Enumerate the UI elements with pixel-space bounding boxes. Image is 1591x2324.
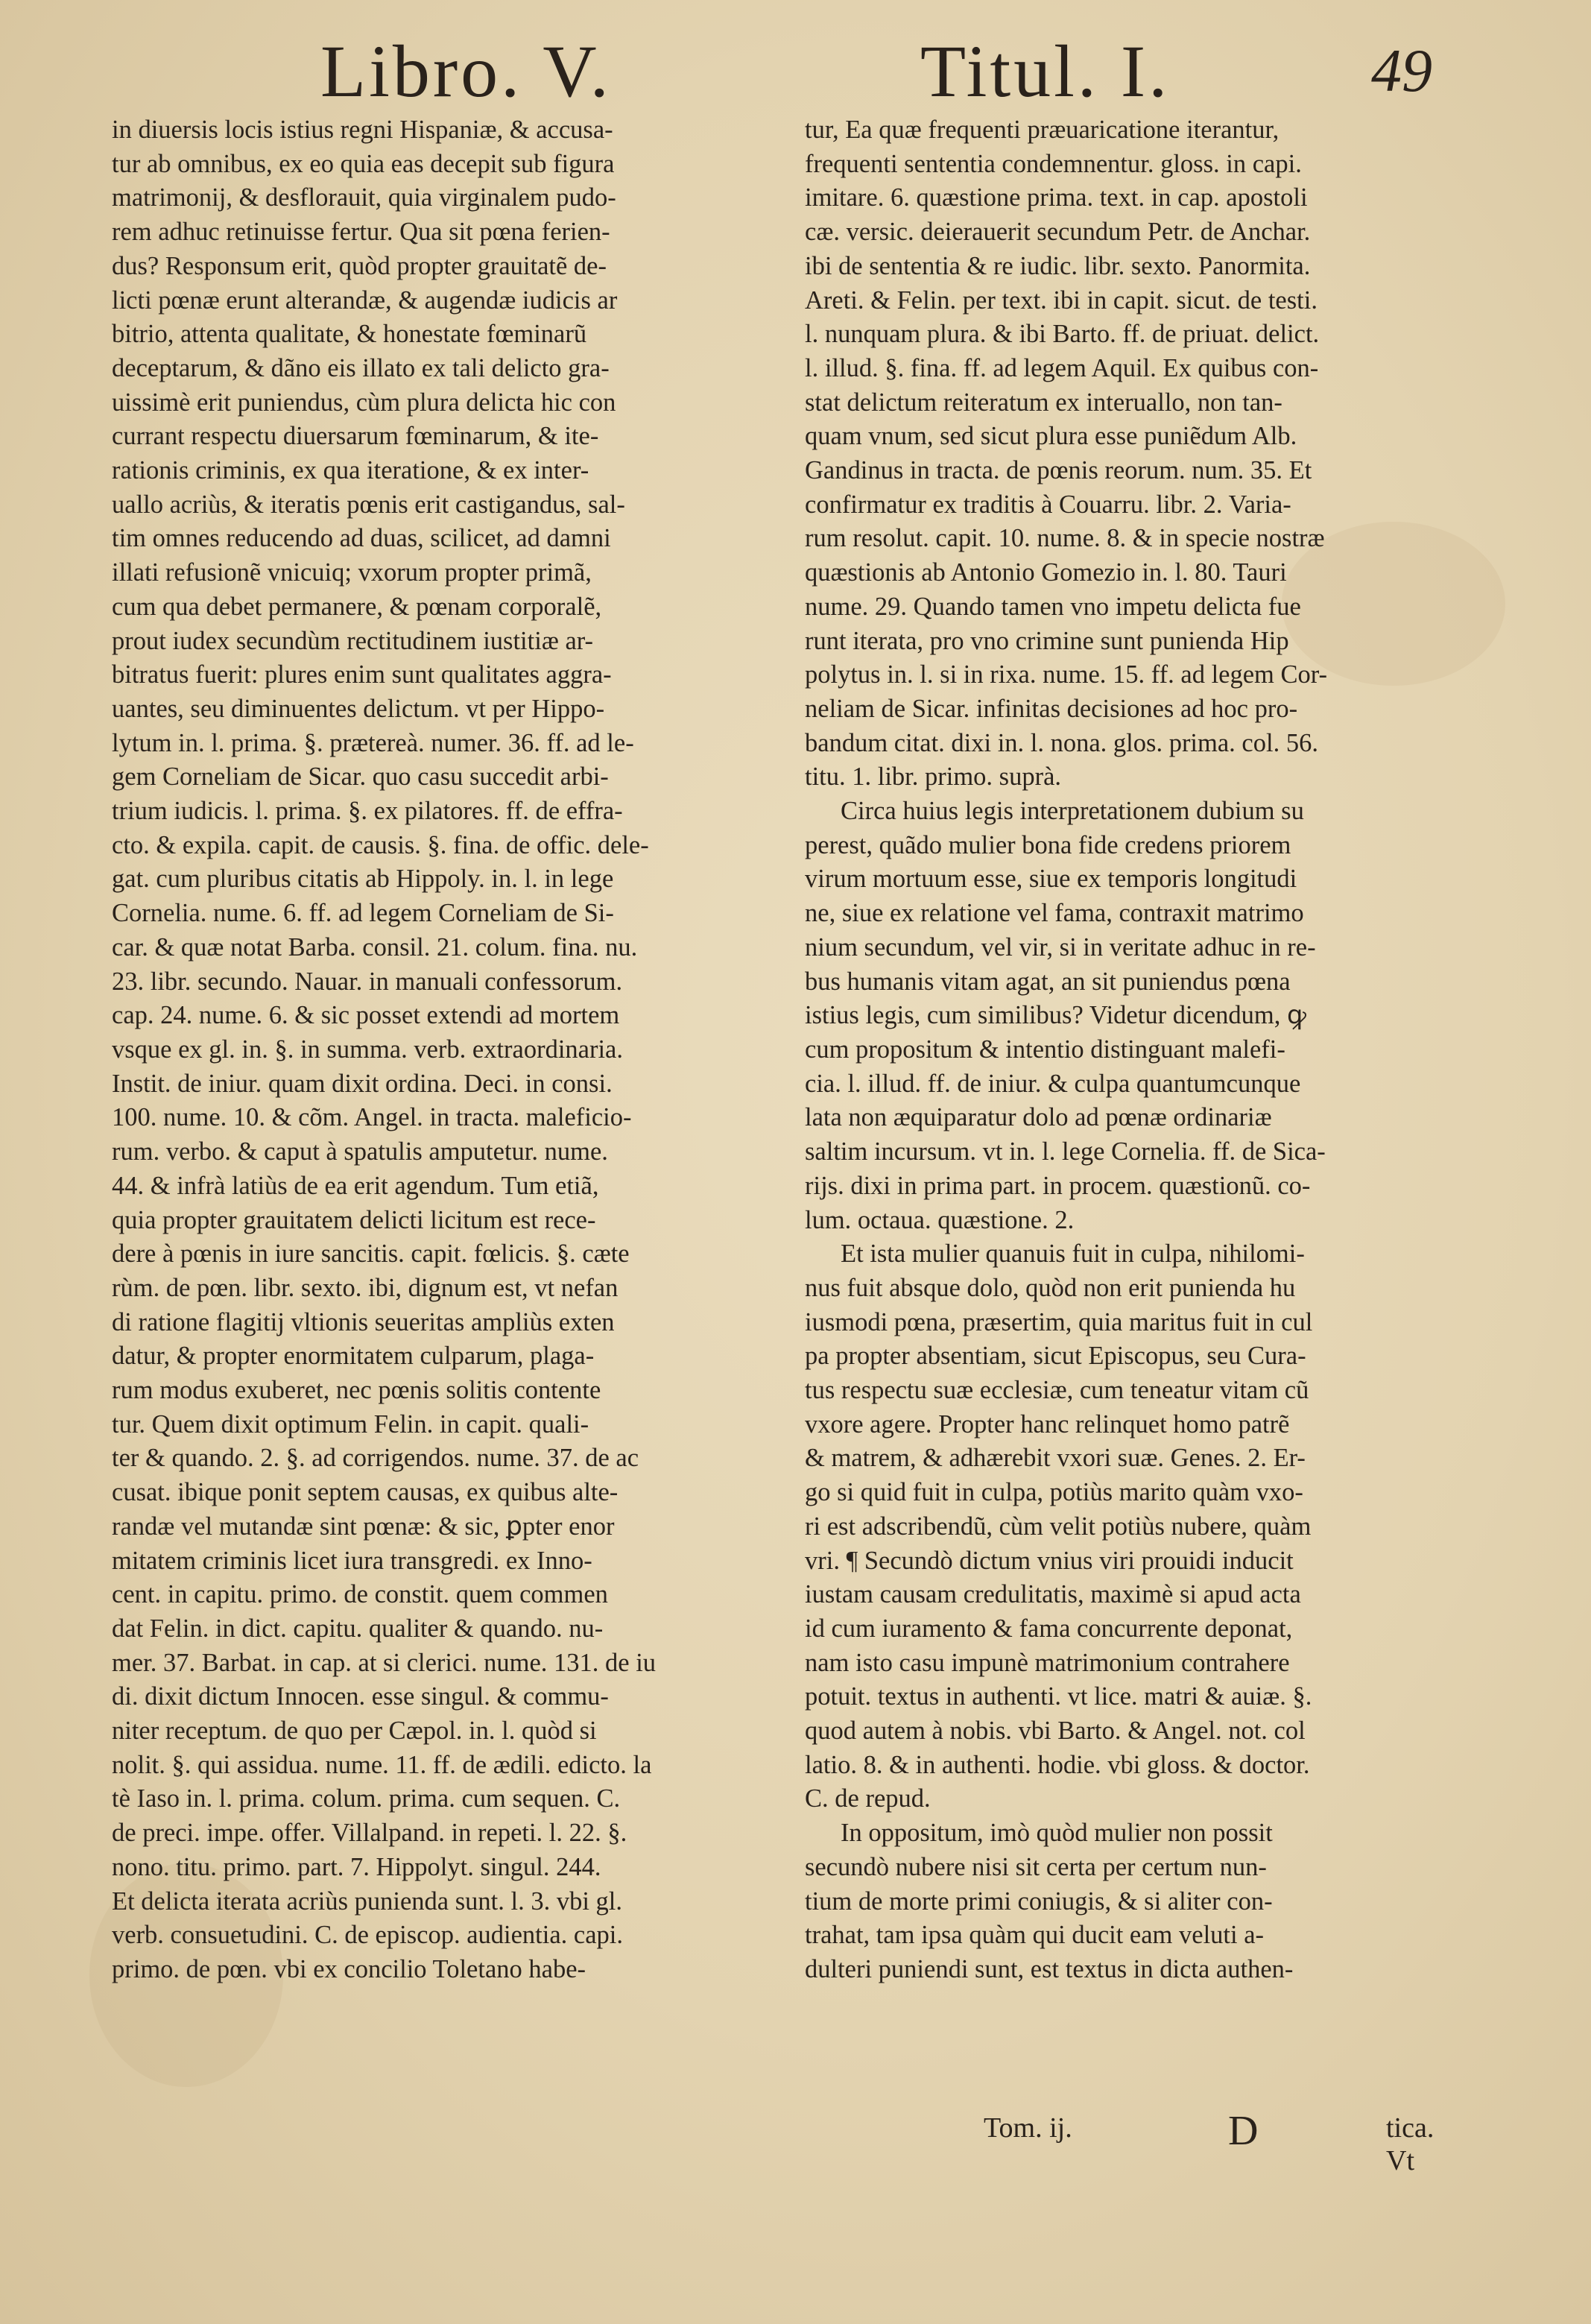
text-line: l. nunquam plura. & ibi Barto. ff. de priuat. delict.	[805, 320, 1320, 349]
text-line: rum resolut. capit. 10. nume. 8. & in specie nostræ	[805, 524, 1325, 553]
text-line: matrimonij, & desflorauit, quia virginalem pudo-	[112, 183, 616, 212]
text-line: l. illud. §. fina. ff. ad legem Aquil. Ex quibus con-	[805, 353, 1319, 382]
volume-mark: Tom. ij.	[984, 2112, 1072, 2144]
text-line: tur ab omnibus, ex eo quia eas decepit sub figura	[112, 149, 615, 178]
text-line: & matrem, & adhærebit vxori suæ. Genes. 2. Er-	[805, 1444, 1306, 1473]
text-line: car. & quæ notat Barba. consil. 21. colum. fina. nu.	[112, 932, 638, 962]
text-line: C. de repud.	[805, 1784, 931, 1813]
text-line: datur, & propter enormitatem culparum, plaga-	[112, 1342, 595, 1371]
text-line: randæ vel mutandæ sint pœnæ: & sic, ꝑpter enor	[112, 1512, 615, 1541]
text-line: 100. nume. 10. & cõm. Angel. in tracta. maleficio-	[112, 1103, 632, 1132]
text-line: tim omnes reducendo ad duas, scilicet, ad damni	[112, 524, 611, 553]
text-line: vxore agere. Propter hanc relinquet homo patrẽ	[805, 1409, 1290, 1439]
text-line: tur, Ea quæ frequenti præuaricatione iterantur,	[805, 116, 1280, 144]
text-line: Et ista mulier quanuis fuit in culpa, nihilomi-	[841, 1240, 1305, 1269]
text-line: Et delicta iterata acriùs punienda sunt. l. 3. vbi gl.	[112, 1886, 623, 1916]
text-line: tè Iaso in. l. prima. colum. prima. cum sequen. C.	[112, 1784, 621, 1813]
text-line: ibi de sententia & re iudic. libr. sexto. Panormita.	[805, 251, 1311, 280]
text-line: iustam causam credulitatis, maximè si apud acta	[805, 1580, 1301, 1609]
text-line: dere à pœnis in iure sancitis. capit. fœlicis. §. cæte	[112, 1240, 630, 1269]
text-line: nium secundum, vel vir, si in veritate adhuc in re-	[805, 932, 1316, 962]
text-line: 23. libr. secundo. Nauar. in manuali confessorum.	[112, 967, 623, 996]
text-line: trahat, tam ipsa quàm qui ducit eam veluti a-	[805, 1921, 1265, 1950]
text-line: di ratione flagitij vltionis seueritas ampliùs exten	[112, 1307, 615, 1336]
text-line: de preci. impe. offer. Villalpand. in repeti. l. 22. §.	[112, 1819, 627, 1848]
text-line: cæ. versic. deierauerit secundum Petr. de Anchar.	[805, 218, 1311, 247]
text-line: niter receptum. de quo per Cæpol. in. l. quòd si	[112, 1717, 597, 1746]
text-line: rum. verbo. & caput à spatulis amputetur. nume.	[112, 1137, 608, 1166]
text-line: trium iudicis. l. prima. §. ex pilatores. ff. de effra-	[112, 797, 623, 826]
text-line: istius legis, cum similibus? Videtur dicendum, ꝙ	[805, 1001, 1306, 1030]
text-line: neliam de Sicar. infinitas decisiones ad hoc pro-	[805, 694, 1298, 723]
text-line: dus? Responsum erit, quòd propter grauitatẽ de-	[112, 251, 607, 280]
right-text-column	[805, 113, 1468, 1987]
text-line: bitratus fuerit: plures enim sunt qualitates aggra-	[112, 660, 612, 689]
text-line: go si quid fuit in culpa, potiùs marito quàm vxo-	[805, 1478, 1303, 1507]
text-line: dulteri puniendi sunt, est textus in dicta authen-	[805, 1954, 1294, 1983]
text-line: lata non æquiparatur dolo ad pœnæ ordinariæ	[805, 1103, 1272, 1132]
text-line: cap. 24. nume. 6. & sic posset extendi ad mortem	[112, 1001, 620, 1030]
running-head-book: Libro. V.	[320, 30, 612, 113]
text-line: nono. titu. primo. part. 7. Hippolyt. singul. 244.	[112, 1852, 601, 1881]
text-line: nus fuit absque dolo, quòd non erit punienda hu	[805, 1273, 1296, 1302]
text-line: bus humanis vitam agat, an sit puniendus pœna	[805, 967, 1291, 996]
text-line: virum mortuum esse, siue ex temporis longitudi	[805, 865, 1297, 894]
text-line: Circa huius legis interpretationem dubium su	[841, 797, 1304, 826]
text-line: quod autem à nobis. vbi Barto. & Angel. not. col	[805, 1717, 1306, 1746]
text-line: Instit. de iniur. quam dixit ordina. Deci. in consi.	[112, 1069, 613, 1098]
text-line: perest, quãdo mulier bona fide credens priorem	[805, 830, 1291, 859]
text-line: vri. ¶ Secundò dictum vnius viri prouidi inducit	[805, 1546, 1294, 1575]
text-line: tur. Quem dixit optimum Felin. in capit. quali-	[112, 1409, 589, 1439]
text-line: primo. de pœn. vbi ex concilio Toletano habe-	[112, 1954, 586, 1983]
text-line: rum modus exuberet, nec pœnis solitis contente	[112, 1376, 601, 1405]
text-line: dat Felin. in dict. capitu. qualiter & quando. nu-	[112, 1614, 604, 1643]
page-number: 49	[1371, 37, 1432, 104]
text-line: rem adhuc retinuisse fertur. Qua sit pœna ferien-	[112, 218, 610, 247]
text-line: lytum in. l. prima. §. prætereà. numer. 36. ff. ad le-	[112, 728, 634, 757]
text-line: In oppositum, imò quòd mulier non possit	[841, 1819, 1273, 1848]
text-line: uantes, seu diminuentes delictum. vt per Hippo-	[112, 694, 605, 723]
text-line: confirmatur ex traditis à Couarru. libr. 2. Varia-	[805, 490, 1291, 519]
text-line: secundò nubere nisi sit certa per certum nun-	[805, 1852, 1267, 1881]
text-line: quia propter grauitatem delicti licitum est rece-	[112, 1205, 596, 1234]
text-line: quam vnum, sed sicut plura esse puniẽdum Alb.	[805, 422, 1297, 451]
text-line: cum propositum & intentio distinguant malefi-	[805, 1035, 1285, 1064]
text-line: tus respectu suæ ecclesiæ, cum teneatur vitam cũ	[805, 1376, 1309, 1405]
text-line: quæstionis ab Antonio Gomezio in. l. 80. Tauri	[805, 558, 1287, 587]
text-line: rùm. de pœn. libr. sexto. ibi, dignum est, vt nefan	[112, 1273, 619, 1302]
text-line: nolit. §. qui assidua. nume. 11. ff. de ædili. edicto. la	[112, 1750, 652, 1779]
text-line: runt iterata, pro vno crimine sunt punienda Hip	[805, 626, 1289, 655]
text-line: currant respectu diuersarum fœminarum, & ite-	[112, 422, 599, 451]
text-line: polytus in. l. si in rixa. nume. 15. ff. ad legem Cor-	[805, 660, 1328, 689]
running-header	[0, 28, 1591, 113]
text-line: di. dixit dictum Innocen. esse singul. & commu-	[112, 1682, 609, 1711]
text-line: illati refusionẽ vnicuiq; vxorum propter primã,	[112, 558, 592, 587]
text-line: licti pœnæ erunt alterandæ, & augendæ iudicis ar	[112, 285, 618, 315]
left-text-column	[112, 113, 775, 1987]
text-line: in diuersis locis istius regni Hispaniæ, & accusa-	[112, 116, 613, 144]
text-line: latio. 8. & in authenti. hodie. vbi gloss. & doctor.	[805, 1750, 1310, 1779]
text-line: Gandinus in tracta. de pœnis reorum. num. 35. Et	[805, 456, 1312, 485]
text-line: nam isto casu impunè matrimonium contrahere	[805, 1648, 1290, 1677]
text-line: bitrio, attenta qualitate, & honestate fœminarũ	[112, 320, 587, 349]
text-line: rijs. dixi in prima part. in procem. quæstionũ. co-	[805, 1171, 1311, 1200]
text-line: uallo acriùs, & iteratis pœnis erit castigandus, sal-	[112, 490, 625, 519]
text-line: deceptarum, & dãno eis illato ex tali delicto gra-	[112, 353, 610, 382]
page-footer	[805, 2108, 1468, 2176]
text-line: Cornelia. nume. 6. ff. ad legem Corneliam de Si-	[112, 899, 614, 928]
text-line: stat delictum reiteratum ex interuallo, non tan-	[805, 388, 1282, 417]
text-line: ne, siue ex relatione vel fama, contraxit matrimo	[805, 899, 1304, 928]
text-line: imitare. 6. quæstione prima. text. in cap. apostoli	[805, 183, 1308, 212]
text-line: verb. consuetudini. C. de episcop. audientia. capi.	[112, 1921, 623, 1950]
text-line: cto. & expila. capit. de causis. §. fina. de offic. dele-	[112, 830, 649, 859]
text-line: nume. 29. Quando tamen vno impetu delicta fue	[805, 592, 1301, 621]
text-line: ter & quando. 2. §. ad corrigendos. nume. 37. de ac	[112, 1444, 639, 1473]
text-line: vsque ex gl. in. §. in summa. verb. extraordinaria.	[112, 1035, 623, 1064]
text-line: cent. in capitu. primo. de constit. quem commen	[112, 1580, 608, 1609]
text-line: mitatem criminis licet iura transgredi. ex Inno-	[112, 1546, 592, 1575]
text-line: gat. cum pluribus citatis ab Hippoly. in. l. in lege	[112, 865, 614, 894]
text-line: cum qua debet permanere, & pœnam corporalẽ,	[112, 592, 602, 621]
text-line: mer. 37. Barbat. in cap. at si clerici. nume. 131. de iu	[112, 1648, 657, 1677]
catchword: tica. Vt	[1386, 2112, 1435, 2176]
text-line: potuit. textus in authenti. vt lice. matri & auiæ. §.	[805, 1682, 1312, 1711]
signature-mark: D	[1228, 2108, 1259, 2154]
text-line: id cum iuramento & fama concurrente deponat,	[805, 1614, 1293, 1643]
text-line: tium de morte primi coniugis, & si aliter con-	[805, 1886, 1273, 1916]
text-line: frequenti sententia condemnentur. gloss. in capi.	[805, 149, 1302, 178]
text-line: ri est adscribendũ, cùm velit potiùs nubere, quàm	[805, 1512, 1312, 1541]
text-line: rationis criminis, ex qua iteratione, & ex inter-	[112, 456, 589, 485]
text-line: gem Corneliam de Sicar. quo casu succedit arbi-	[112, 762, 609, 792]
text-line: pa propter absentiam, sicut Episcopus, seu Cura-	[805, 1342, 1306, 1371]
text-line: 44. & infrà latiùs de ea erit agendum. Tum etiã,	[112, 1171, 599, 1200]
text-line: uissimè erit puniendus, cùm plura delicta hic con	[112, 388, 616, 417]
text-line: bandum citat. dixi in. l. nona. glos. prima. col. 56.	[805, 728, 1318, 757]
running-head-title: Titul. I.	[920, 30, 1171, 113]
text-line: titu. 1. libr. primo. suprà.	[805, 762, 1062, 792]
text-line: Areti. & Felin. per text. ibi in capit. sicut. de testi.	[805, 285, 1318, 315]
text-line: lum. octaua. quæstione. 2.	[805, 1205, 1075, 1234]
text-line: cusat. ibique ponit septem causas, ex quibus alte-	[112, 1478, 619, 1507]
text-line: saltim incursum. vt in. l. lege Cornelia. ff. de Sica-	[805, 1137, 1326, 1166]
text-line: iusmodi pœna, præsertim, quia maritus fuit in cul	[805, 1307, 1313, 1336]
text-line: prout iudex secundùm rectitudinem iustitiæ ar-	[112, 626, 594, 655]
text-line: cia. l. illud. ff. de iniur. & culpa quantumcunque	[805, 1069, 1301, 1098]
